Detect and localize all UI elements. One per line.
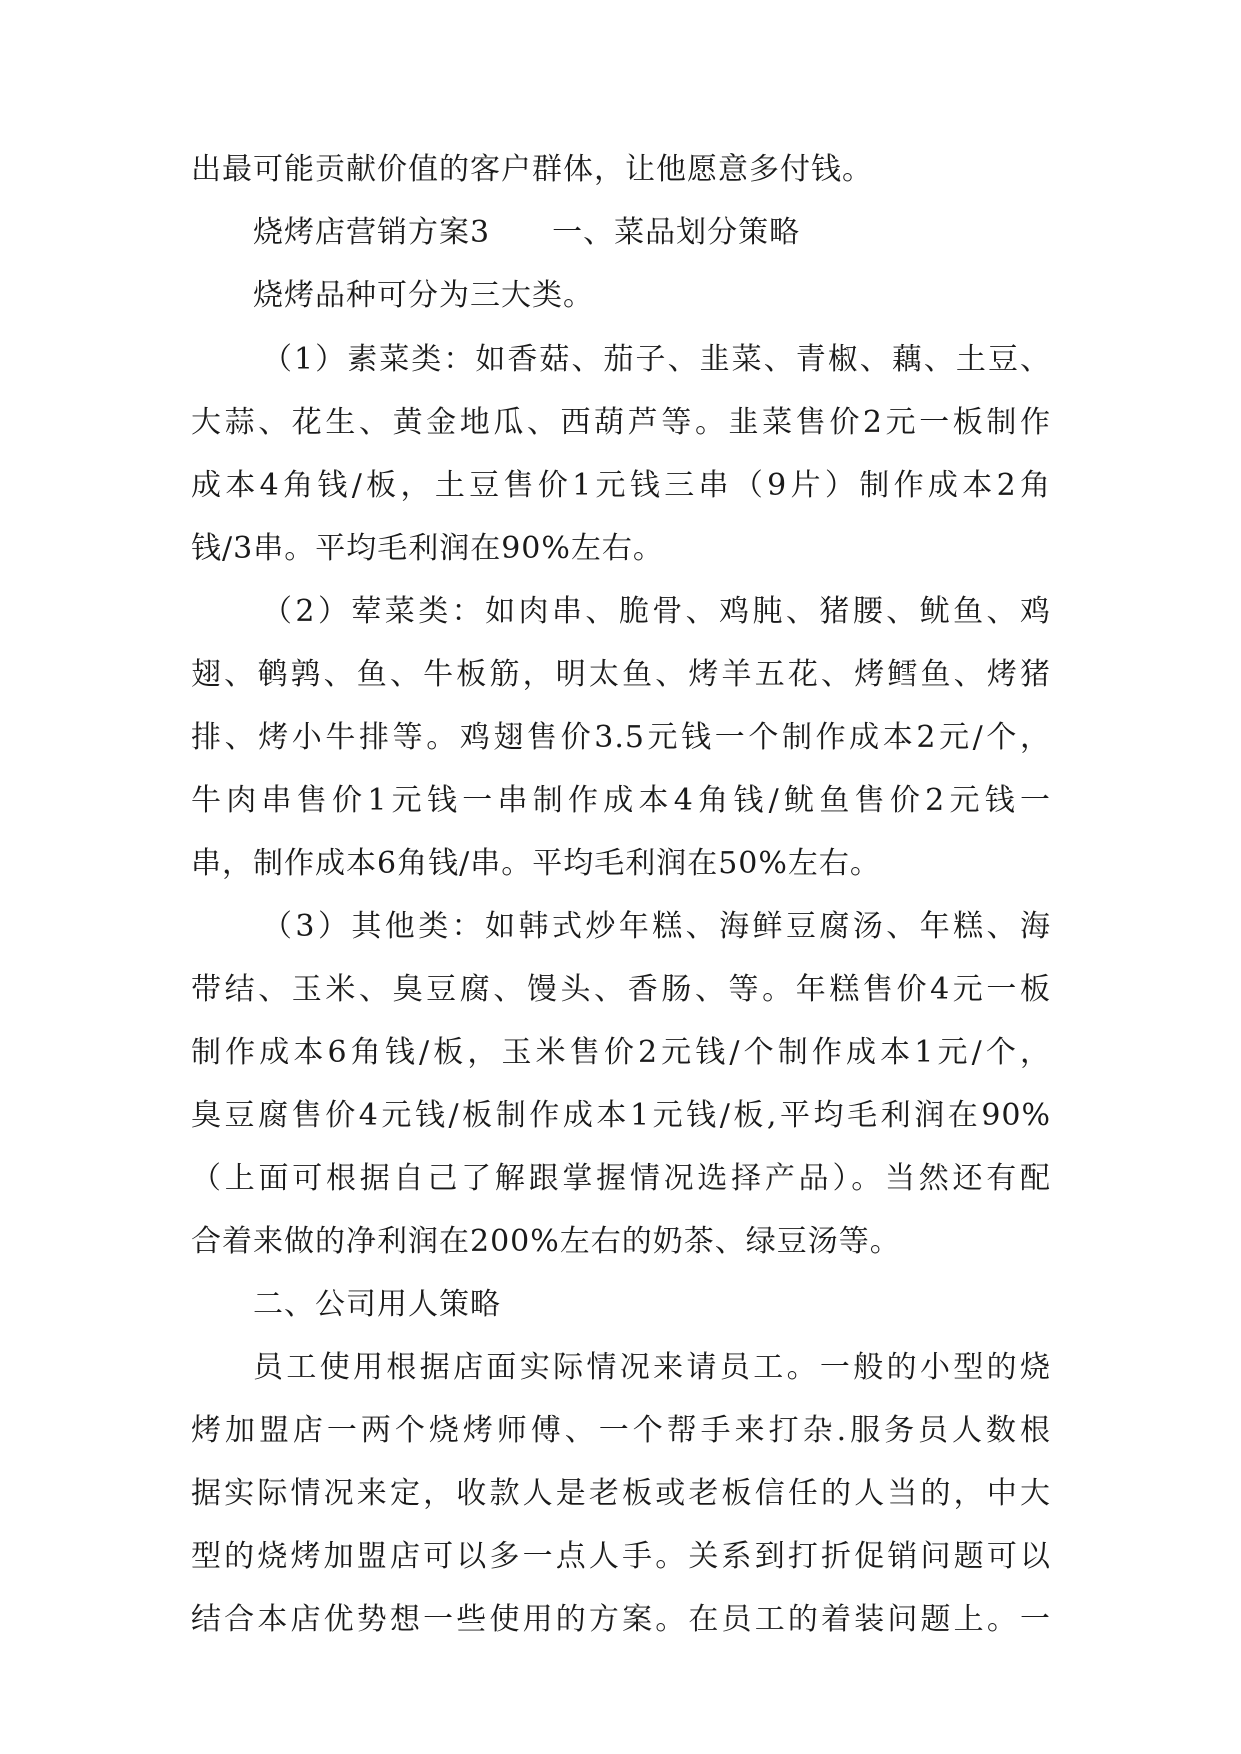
text-line: 翅、鹌鹑、鱼、牛板筋，明太鱼、烤羊五花、烤鳕鱼、烤猪 [191, 657, 1051, 692]
text-line: 带结、玉米、臭豆腐、馒头、香肠、等。年糕售价4元一板 [191, 972, 1051, 1007]
text-line: 排、烤小牛排等。鸡翅售价3.5元钱一个制作成本2元/个， [191, 720, 1051, 755]
text-line: 大蒜、花生、黄金地瓜、西葫芦等。韭菜售价2元一板制作 [191, 405, 1051, 440]
text-line: 串，制作成本6角钱/串。平均毛利润在50%左右。 [191, 846, 881, 881]
text-line: 臭豆腐售价4元钱/板制作成本1元钱/板,平均毛利润在90% [191, 1098, 1051, 1133]
text-line: 出最可能贡献价值的客户群体，让他愿意多付钱。 [191, 152, 873, 187]
text-line: 制作成本6角钱/板，玉米售价2元钱/个制作成本1元/个， [191, 1035, 1051, 1070]
list-item: （2）荤菜类：如肉串、脆骨、鸡肫、猪腰、鱿鱼、鸡 [262, 594, 1051, 629]
text-line: 型的烧烤加盟店可以多一点人手。关系到打折促销问题可以 [191, 1539, 1051, 1574]
text-line: 员工使用根据店面实际情况来请员工。一般的小型的烧 [253, 1350, 1051, 1385]
text-line: 钱/3串。平均毛利润在90%左右。 [191, 531, 664, 566]
text-line: 合着来做的净利润在200%左右的奶茶、绿豆汤等。 [191, 1224, 901, 1259]
section-heading: 烧烤店营销方案3 一、菜品划分策略 [253, 215, 801, 250]
text-line: 结合本店优势想一些使用的方案。在员工的着装问题上。一 [191, 1602, 1051, 1637]
text-line: （上面可根据自己了解跟掌握情况选择产品）。当然还有配 [191, 1161, 1051, 1196]
list-item: （1）素菜类：如香菇、茄子、韭菜、青椒、藕、土豆、 [262, 342, 1051, 377]
text-line: 成本4角钱/板，土豆售价1元钱三串（9片）制作成本2角 [191, 468, 1051, 503]
text-line: 烧烤品种可分为三大类。 [253, 278, 594, 313]
section-heading: 二、公司用人策略 [253, 1287, 501, 1322]
list-item: （3）其他类：如韩式炒年糕、海鲜豆腐汤、年糕、海 [262, 909, 1051, 944]
text-line: 牛肉串售价1元钱一串制作成本4角钱/鱿鱼售价2元钱一 [191, 783, 1051, 818]
text-line: 据实际情况来定，收款人是老板或老板信任的人当的，中大 [191, 1476, 1051, 1511]
text-line: 烤加盟店一两个烧烤师傅、一个帮手来打杂.服务员人数根 [191, 1413, 1051, 1448]
